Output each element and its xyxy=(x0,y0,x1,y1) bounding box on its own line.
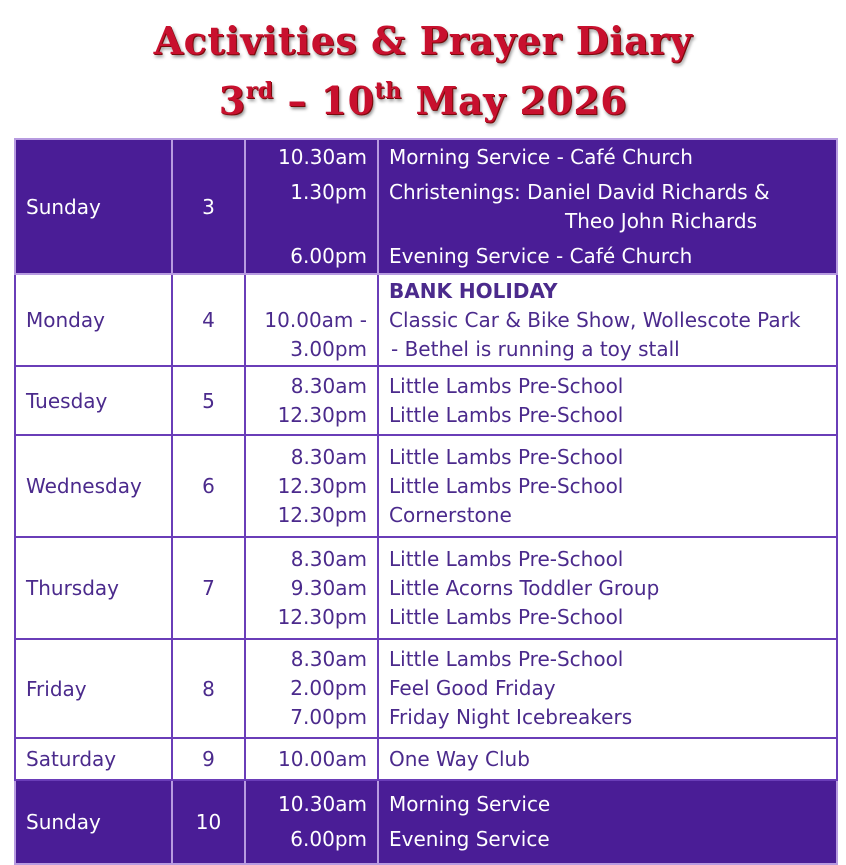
activity-entry: Little Lambs Pre-School xyxy=(389,402,624,427)
time-entry: 8.30am xyxy=(290,647,367,671)
activities-cell xyxy=(378,274,837,366)
time-entry: 7.00pm xyxy=(290,705,367,729)
time-entry: 1.30pm xyxy=(290,179,367,204)
range-start-day: 3 xyxy=(218,78,246,123)
day-name: Saturday xyxy=(15,738,172,780)
diary-row-tuesday-5 xyxy=(15,366,837,435)
diary-row-thursday-7 xyxy=(15,537,837,639)
diary-row-sunday-3 xyxy=(15,139,837,274)
activities-cell xyxy=(378,435,837,537)
activity-entry: Morning Service - Café Church xyxy=(389,144,693,169)
times-cell xyxy=(245,537,378,639)
activities-cell xyxy=(378,639,837,738)
time-entry xyxy=(246,277,367,306)
time-entry: 8.30am xyxy=(290,373,367,398)
time-entry: 12.30pm xyxy=(277,473,367,498)
time-entry: 10.00am - xyxy=(264,307,367,332)
diary-row-wednesday-6 xyxy=(15,435,837,537)
day-date: 4 xyxy=(172,274,245,366)
activity-entry: Little Acorns Toddler Group xyxy=(389,575,660,600)
time-entry: 3.00pm xyxy=(290,336,367,361)
time-entry: 12.30pm xyxy=(277,604,367,629)
activity-entry: Little Lambs Pre-School xyxy=(389,473,624,498)
times-cell xyxy=(245,435,378,537)
range-dash: – xyxy=(287,78,307,123)
activities-cell xyxy=(378,780,837,864)
day-name: Tuesday xyxy=(15,366,172,435)
day-name: Thursday xyxy=(15,537,172,639)
activity-entry: Christenings: Daniel David Richards & xyxy=(389,179,770,204)
activity-entry: Little Lambs Pre-School xyxy=(389,647,624,671)
time-entry: 8.30am xyxy=(290,546,367,571)
activity-entry: Classic Car & Bike Show, Wollescote Park xyxy=(389,307,801,332)
time-entry: 10.30am xyxy=(278,792,367,816)
activity-entry: Little Lambs Pre-School xyxy=(389,444,624,469)
activity-entry: - Bethel is running a toy stall xyxy=(391,336,680,361)
day-name: Monday xyxy=(15,274,172,366)
range-end-suffix: th xyxy=(374,78,402,104)
time-entry: 9.30am xyxy=(290,575,367,600)
activity-entry: Friday Night Icebreakers xyxy=(389,705,633,729)
diary-row-saturday-9 xyxy=(15,738,837,780)
activity-entry: Morning Service xyxy=(389,792,551,816)
times-cell xyxy=(245,780,378,864)
range-end-day: 10 xyxy=(320,78,375,123)
day-date: 6 xyxy=(172,435,245,537)
diary-date-range xyxy=(0,78,846,123)
time-entry: 10.30am xyxy=(278,144,367,169)
activities-cell xyxy=(378,738,837,780)
times-cell xyxy=(245,274,378,366)
diary-title xyxy=(0,18,846,63)
day-name: Sunday xyxy=(15,780,172,864)
bank-holiday-label: BANK HOLIDAY xyxy=(389,278,558,303)
time-entry: 12.30pm xyxy=(277,502,367,527)
activity-entry: One Way Club xyxy=(389,746,530,771)
times-cell xyxy=(245,366,378,435)
day-date: 8 xyxy=(172,639,245,738)
diary-row-sunday-10 xyxy=(15,780,837,864)
time-entry: 10.00am xyxy=(278,746,367,771)
time-entry xyxy=(246,207,367,236)
day-date: 3 xyxy=(172,139,245,274)
activity-entry: Cornerstone xyxy=(389,502,512,527)
day-date: 10 xyxy=(172,780,245,864)
day-name: Sunday xyxy=(15,139,172,274)
day-date: 7 xyxy=(172,537,245,639)
day-date: 5 xyxy=(172,366,245,435)
activities-cell xyxy=(378,139,837,274)
activities-cell xyxy=(378,537,837,639)
times-cell xyxy=(245,139,378,274)
activities-cell xyxy=(378,366,837,435)
diary-table xyxy=(14,138,838,865)
times-cell xyxy=(245,738,378,780)
time-entry: 6.00pm xyxy=(290,827,367,851)
activity-entry: Feel Good Friday xyxy=(389,676,556,700)
diary-row-friday-8 xyxy=(15,639,837,738)
activity-entry: Evening Service xyxy=(389,827,550,851)
day-name: Friday xyxy=(15,639,172,738)
activity-entry: Theo John Richards xyxy=(565,208,758,233)
diary-title-text: Activities & Prayer Diary xyxy=(153,18,693,63)
range-start-suffix: rd xyxy=(245,78,274,104)
activity-entry: Little Lambs Pre-School xyxy=(389,604,624,629)
activity-entry: Evening Service - Café Church xyxy=(389,243,693,268)
time-entry: 8.30am xyxy=(290,444,367,469)
day-name: Wednesday xyxy=(15,435,172,537)
activity-entry: Little Lambs Pre-School xyxy=(389,546,624,571)
day-date: 9 xyxy=(172,738,245,780)
time-entry: 6.00pm xyxy=(290,243,367,268)
time-entry: 12.30pm xyxy=(277,402,367,427)
activity-entry: Little Lambs Pre-School xyxy=(389,373,624,398)
time-entry: 2.00pm xyxy=(290,676,367,700)
times-cell xyxy=(245,639,378,738)
diary-row-monday-4 xyxy=(15,274,837,366)
range-month-year: May 2026 xyxy=(415,78,628,123)
